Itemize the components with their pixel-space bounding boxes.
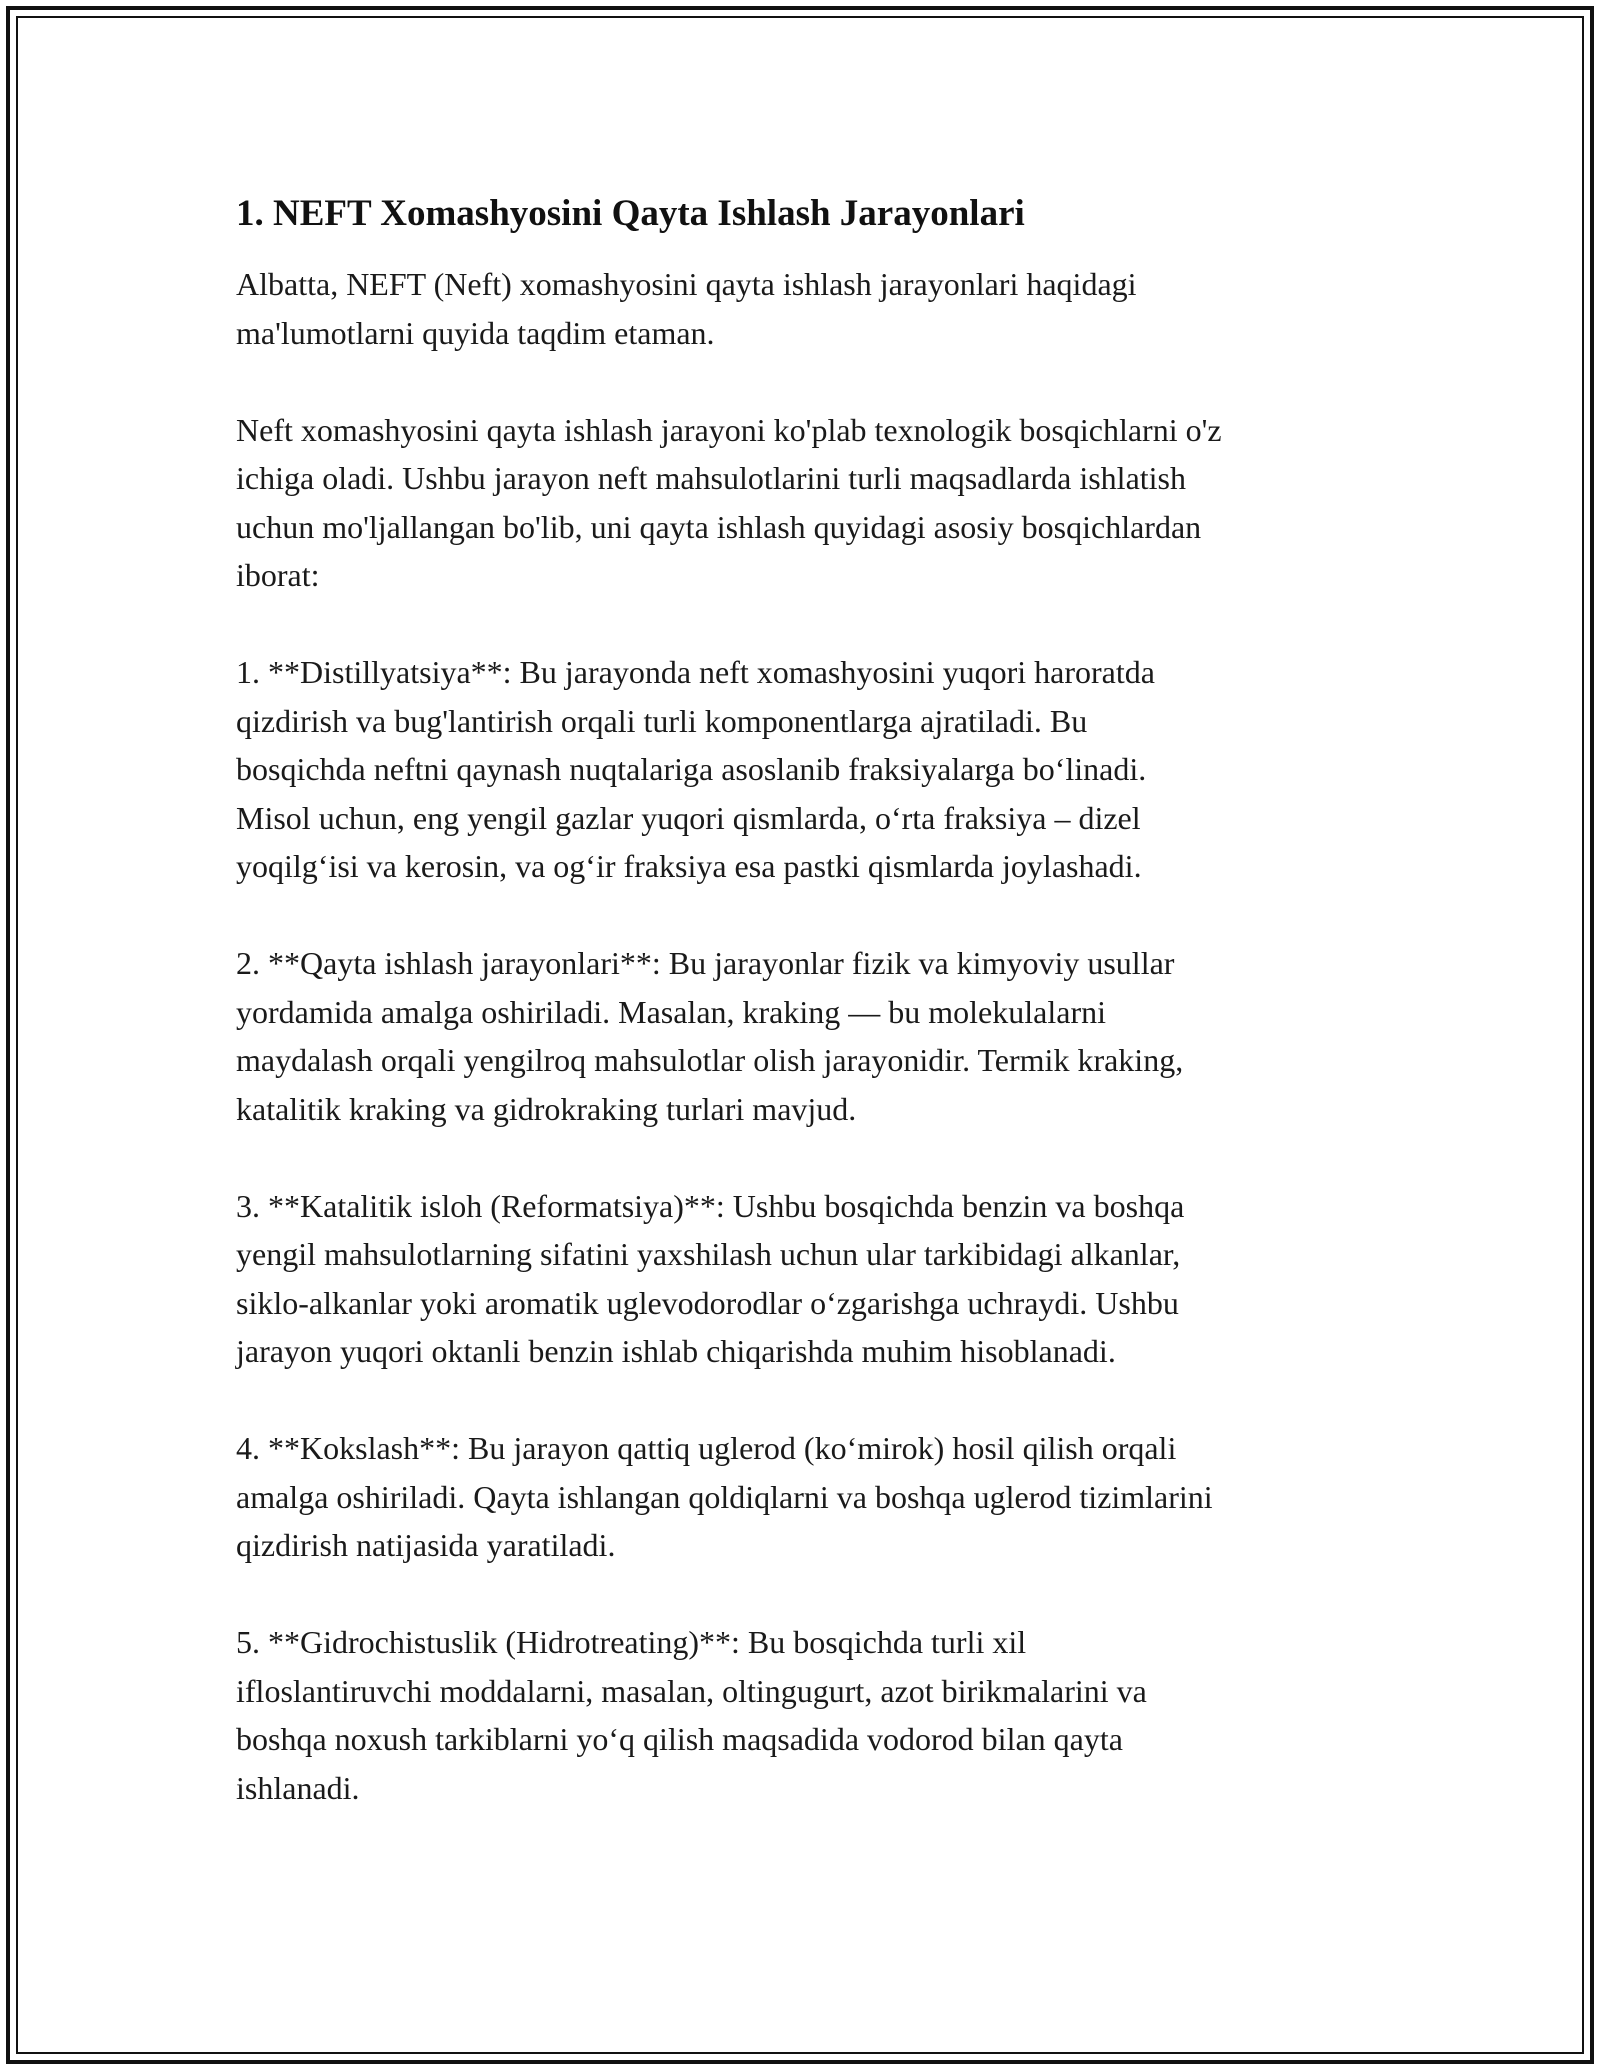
intro-paragraph: Albatta, NEFT (Neft) xomashyosini qayta ishlash jarayonlari haqidagi ma'lumotlarni quyida taqdim etaman. — [236, 266, 1137, 351]
overview-paragraph: Neft xomashyosini qayta ishlash jarayoni ko'plab texnologik bosqichlarni o'z ichiga oladi. Ushbu jarayon neft mahsulotlarini turli maqsadlarda ishlatish uchun mo'ljallangan bo'lib, uni qayta ishlash quyidagi asosiy bosqichlardan iborat: — [236, 411, 1222, 593]
step-reforming-paragraph: 3. **Katalitik isloh (Reformatsiya)**: Ushbu bosqichda benzin va boshqa yengil mahsulotlarning sifatini yaxshilash uchun ular tarkibidagi alkanlar, siklo-alkanlar yoki aromatik uglevodorodlar o‘zgarishga uchraydi. Ushbu jarayon yuqori oktanli benzin ishlab chiqarishda muhim hisoblanadi. — [236, 1187, 1185, 1369]
step-distillation-paragraph: 1. **Distillyatsiya**: Bu jarayonda neft xomashyosini yuqori haroratda qizdirish va bug'lantirish orqali turli komponentlarga ajratiladi. Bu bosqichda neftni qaynash nuqtalariga asoslanib fraksiyalarga bo‘linadi. Misol uchun, eng yengil gazlar yuqori qismlarda, o‘rta fraksiya – dizel yoqilg‘isi va kerosin, va og‘ir fraksiya esa pastki qismlarda joylashadi. — [236, 654, 1155, 884]
step-hydrotreating-paragraph: 5. **Gidrochistuslik (Hidrotreating)**: Bu bosqichda turli xil ifloslantiruvchi moddalarni, masalan, oltingugurt, azot birikmalarini va boshqa noxush tarkiblarni yo‘q qilish maqsadida vodorod bilan qayta ishlanadi. — [236, 1624, 1147, 1806]
step-processing-paragraph: 2. **Qayta ishlash jarayonlari**: Bu jarayonlar fizik va kimyoviy usullar yordamida amalga oshiriladi. Masalan, kraking — bu molekulalarni maydalash orqali yengilroq mahsulotlar olish jarayonidir. Termik kraking, katalitik kraking va gidrokraking turlari mavjud. — [236, 945, 1184, 1127]
document-title: 1. NEFT Xomashyosini Qayta Ishlash Jarayonlari — [236, 193, 1025, 234]
step-coking-paragraph: 4. **Kokslash**: Bu jarayon qattiq uglerod (ko‘mirok) hosil qilish orqali amalga oshiriladi. Qayta ishlangan qoldiqlarni va boshqa uglerod tizimlarini qizdirish natijasida yaratiladi. — [236, 1430, 1213, 1563]
document-body — [236, 190, 1376, 1861]
